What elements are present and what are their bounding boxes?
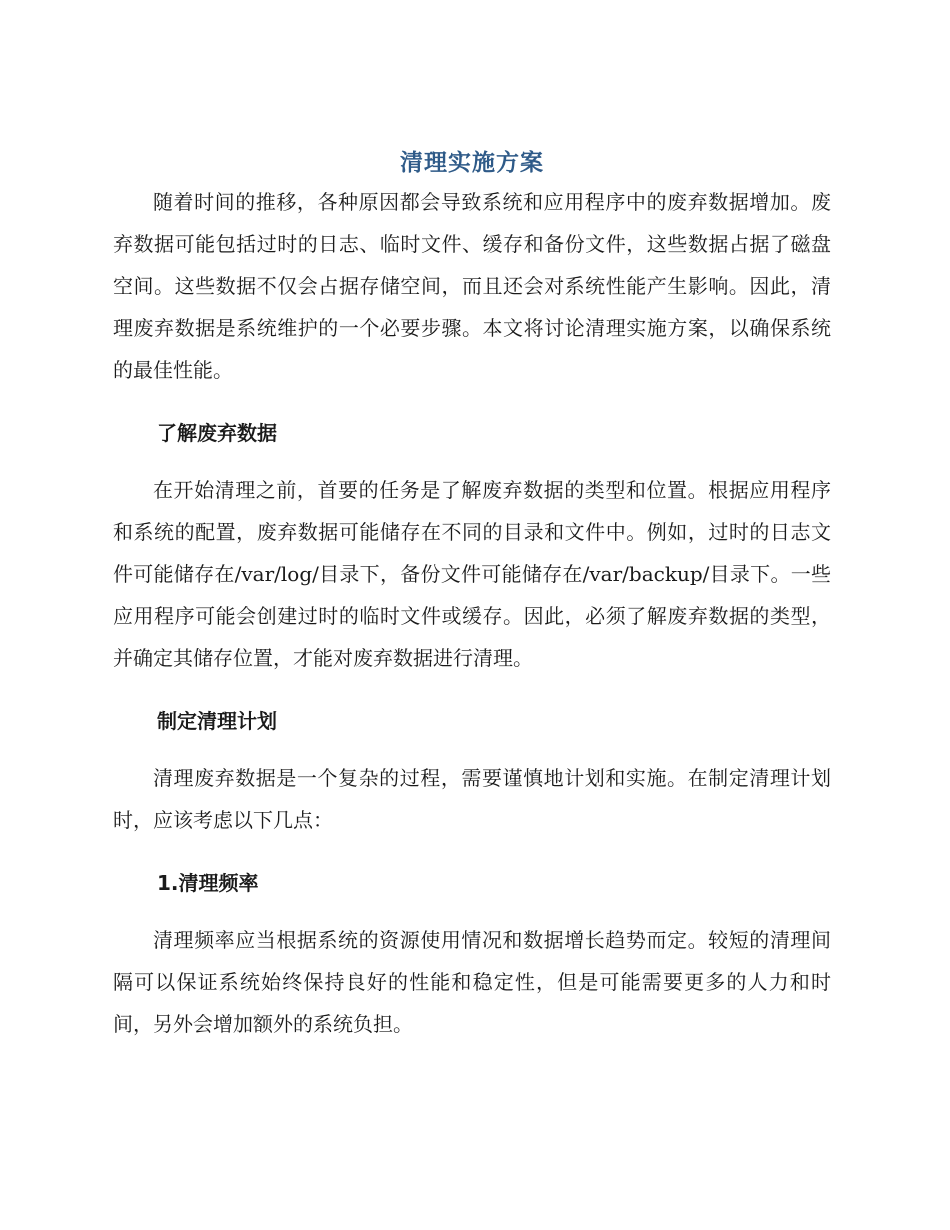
section-body-cleanup-plan: 清理废弃数据是一个复杂的过程，需要谨慎地计划和实施。在制定清理计划时，应该考虑以下几点：	[113, 766, 831, 832]
document-title: 清理实施方案	[400, 150, 544, 176]
section-heading-cleanup-plan: 制定清理计划	[157, 709, 277, 733]
intro-paragraph: 随着时间的推移，各种原因都会导致系统和应用程序中的废弃数据增加。废弃数据可能包括过时的日志、临时文件、缓存和备份文件，这些数据占据了磁盘空间。这些数据不仅会占据存储空间，而且还会对系统性能产生影响。因此，清理废弃数据是系统维护的一个必要步骤。本文将讨论清理实施方案，以确保系统的最佳性能。	[113, 190, 831, 382]
section-body-understand-data: 在开始清理之前，首要的任务是了解废弃数据的类型和位置。根据应用程序和系统的配置，废弃数据可能储存在不同的目录和文件中。例如，过时的日志文件可能储存在/var/log/目录下，备份文件可能储存在/var/backup/目录下。一些应用程序可能会创建过时的临时文件或缓存。因此，必须了解废弃数据的类型，并确定其储存位置，才能对废弃数据进行清理。	[113, 478, 831, 670]
section-heading-understand-data: 了解废弃数据	[157, 421, 277, 445]
document-page	[113, 145, 831, 1045]
section-body-cleanup-frequency: 清理频率应当根据系统的资源使用情况和数据增长趋势而定。较短的清理间隔可以保证系统始终保持良好的性能和稳定性，但是可能需要更多的人力和时间，另外会增加额外的系统负担。	[113, 928, 831, 1036]
section-heading-cleanup-frequency: 1.清理频率	[157, 871, 259, 895]
